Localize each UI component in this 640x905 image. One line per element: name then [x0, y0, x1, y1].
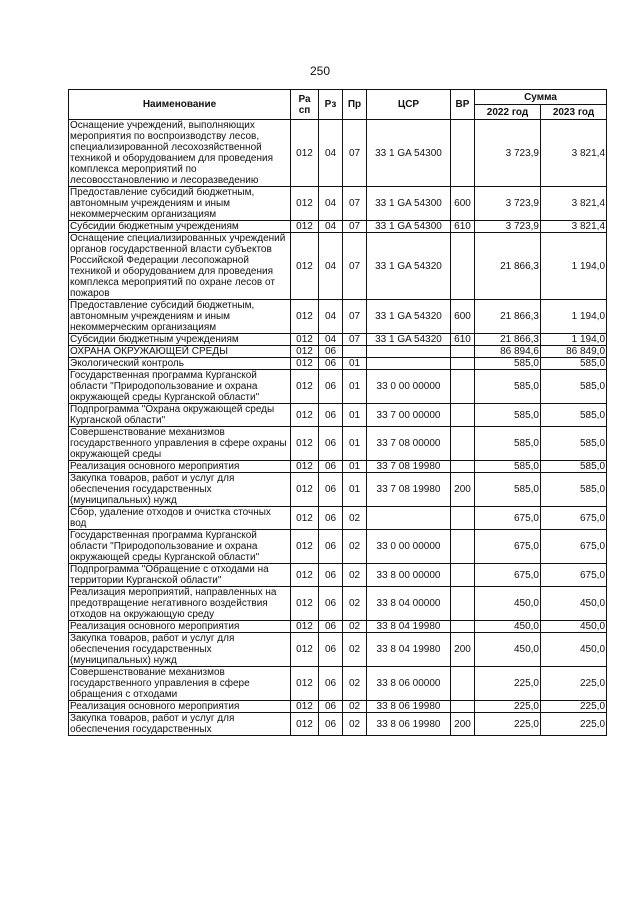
cell-vr — [451, 370, 475, 404]
cell-pr: 01 — [343, 370, 367, 404]
cell-csr: 33 8 04 19980 — [367, 633, 451, 667]
cell-vr — [451, 507, 475, 530]
cell-sum-2022: 585,0 — [475, 358, 541, 370]
cell-sum-2023: 1 194,0 — [541, 300, 607, 334]
cell-rz: 06 — [319, 358, 343, 370]
cell-pr: 02 — [343, 587, 367, 621]
cell-name: Государственная программа Курганской области "Природопользование и охрана окружающей среды Курганской области" — [69, 370, 291, 404]
cell-sum-2023: 450,0 — [541, 633, 607, 667]
cell-vr — [451, 701, 475, 713]
cell-name: Государственная программа Курганской области "Природопользование и охрана окружающей среды Курганской области" — [69, 530, 291, 564]
header-pr: Пр — [343, 90, 367, 120]
cell-rasp: 012 — [291, 507, 319, 530]
header-sum: Сумма — [475, 90, 607, 105]
cell-sum-2022: 450,0 — [475, 633, 541, 667]
cell-vr — [451, 667, 475, 701]
cell-csr: 33 8 00 00000 — [367, 564, 451, 587]
cell-csr: 33 8 06 00000 — [367, 667, 451, 701]
cell-vr: 600 — [451, 300, 475, 334]
cell-sum-2022: 585,0 — [475, 404, 541, 427]
cell-name: Предоставление субсидий бюджетным, автономным учреждениям и иным некоммерческим организациям — [69, 300, 291, 334]
table-row — [69, 713, 607, 736]
cell-vr — [451, 530, 475, 564]
cell-rz: 04 — [319, 187, 343, 221]
cell-csr: 33 7 08 19980 — [367, 473, 451, 507]
cell-csr: 33 1 GA 54320 — [367, 300, 451, 334]
table-row — [69, 358, 607, 370]
cell-sum-2023: 585,0 — [541, 358, 607, 370]
cell-rasp: 012 — [291, 461, 319, 473]
table-row — [69, 461, 607, 473]
cell-rz: 04 — [319, 120, 343, 187]
cell-csr: 33 1 GA 54320 — [367, 334, 451, 346]
cell-name: Предоставление субсидий бюджетным, автономным учреждениям и иным некоммерческим организациям — [69, 187, 291, 221]
cell-pr: 01 — [343, 427, 367, 461]
cell-sum-2022: 225,0 — [475, 667, 541, 701]
cell-rasp: 012 — [291, 713, 319, 736]
table-row — [69, 404, 607, 427]
cell-name: Сбор, удаление отходов и очистка сточных вод — [69, 507, 291, 530]
cell-name: Оснащение учреждений, выполняющих мероприятия по воспроизводству лесов, специализированной лесохозяйственной техникой и оборудованием для проведения комплекса мероприятий по лесовосстановлению и лесоразведению — [69, 120, 291, 187]
cell-rasp: 012 — [291, 404, 319, 427]
table-header-row — [69, 90, 607, 105]
cell-rasp: 012 — [291, 564, 319, 587]
cell-sum-2023: 225,0 — [541, 713, 607, 736]
cell-rz: 06 — [319, 507, 343, 530]
cell-sum-2023: 675,0 — [541, 564, 607, 587]
cell-csr: 33 8 06 19980 — [367, 713, 451, 736]
cell-rasp: 012 — [291, 587, 319, 621]
cell-name: Оснащение специализированных учреждений органов государственной власти субъектов Российской Федерации лесопожарной техникой и оборудованием для проведения комплекса мероприятий по охране лесов от пожаров — [69, 233, 291, 300]
cell-rasp: 012 — [291, 621, 319, 633]
cell-rasp: 012 — [291, 346, 319, 358]
cell-name: Совершенствование механизмов государственного управления в сфере охраны окружающей среды — [69, 427, 291, 461]
cell-vr: 610 — [451, 221, 475, 233]
table-row — [69, 621, 607, 633]
cell-sum-2023: 3 821,4 — [541, 187, 607, 221]
cell-vr: 200 — [451, 633, 475, 667]
cell-pr: 01 — [343, 404, 367, 427]
table-row — [69, 633, 607, 667]
cell-sum-2022: 585,0 — [475, 473, 541, 507]
cell-rasp: 012 — [291, 233, 319, 300]
header-csr: ЦСР — [367, 90, 451, 120]
cell-pr: 07 — [343, 233, 367, 300]
cell-sum-2022: 675,0 — [475, 530, 541, 564]
cell-pr: 02 — [343, 530, 367, 564]
table-row — [69, 427, 607, 461]
cell-rasp: 012 — [291, 633, 319, 667]
cell-vr: 200 — [451, 713, 475, 736]
cell-rz: 06 — [319, 621, 343, 633]
cell-rasp: 012 — [291, 370, 319, 404]
cell-name: Реализация основного мероприятия — [69, 621, 291, 633]
table-row — [69, 587, 607, 621]
cell-sum-2023: 3 821,4 — [541, 221, 607, 233]
cell-rz: 06 — [319, 633, 343, 667]
cell-pr: 02 — [343, 713, 367, 736]
cell-rasp: 012 — [291, 667, 319, 701]
table-row — [69, 667, 607, 701]
cell-name: Субсидии бюджетным учреждениям — [69, 334, 291, 346]
table-row — [69, 564, 607, 587]
cell-csr: 33 8 06 19980 — [367, 701, 451, 713]
table-row — [69, 300, 607, 334]
cell-sum-2022: 3 723,9 — [475, 120, 541, 187]
table-row — [69, 370, 607, 404]
cell-csr — [367, 358, 451, 370]
cell-rz: 06 — [319, 713, 343, 736]
cell-sum-2022: 86 894,6 — [475, 346, 541, 358]
cell-sum-2023: 450,0 — [541, 587, 607, 621]
cell-sum-2022: 3 723,9 — [475, 187, 541, 221]
table-body — [69, 120, 607, 736]
table-row — [69, 701, 607, 713]
cell-sum-2023: 585,0 — [541, 427, 607, 461]
cell-name: Закупка товаров, работ и услуг для обеспечения государственных — [69, 713, 291, 736]
cell-sum-2023: 675,0 — [541, 507, 607, 530]
table-row — [69, 233, 607, 300]
cell-sum-2023: 225,0 — [541, 667, 607, 701]
cell-sum-2022: 21 866,3 — [475, 334, 541, 346]
table-row — [69, 473, 607, 507]
cell-sum-2022: 585,0 — [475, 427, 541, 461]
cell-pr — [343, 346, 367, 358]
cell-name: Подпрограмма "Охрана окружающей среды Курганской области" — [69, 404, 291, 427]
cell-sum-2023: 3 821,4 — [541, 120, 607, 187]
cell-csr: 33 0 00 00000 — [367, 370, 451, 404]
cell-csr: 33 7 00 00000 — [367, 404, 451, 427]
cell-vr — [451, 404, 475, 427]
cell-name: Закупка товаров, работ и услуг для обеспечения государственных (муниципальных) нужд — [69, 633, 291, 667]
table-row — [69, 346, 607, 358]
cell-pr: 02 — [343, 564, 367, 587]
cell-csr: 33 1 GA 54300 — [367, 187, 451, 221]
cell-name: Закупка товаров, работ и услуг для обеспечения государственных (муниципальных) нужд — [69, 473, 291, 507]
cell-pr: 02 — [343, 507, 367, 530]
cell-sum-2022: 675,0 — [475, 564, 541, 587]
cell-name: Подпрограмма "Обращение с отходами на территории Курганской области" — [69, 564, 291, 587]
table-row — [69, 507, 607, 530]
cell-rz: 04 — [319, 221, 343, 233]
cell-rz: 06 — [319, 701, 343, 713]
cell-csr: 33 1 GA 54300 — [367, 120, 451, 187]
table-row — [69, 187, 607, 221]
cell-sum-2022: 3 723,9 — [475, 221, 541, 233]
cell-rasp: 012 — [291, 334, 319, 346]
cell-csr — [367, 346, 451, 358]
cell-sum-2023: 86 849,0 — [541, 346, 607, 358]
cell-pr: 07 — [343, 120, 367, 187]
cell-vr: 200 — [451, 473, 475, 507]
cell-rz: 06 — [319, 473, 343, 507]
cell-sum-2022: 450,0 — [475, 587, 541, 621]
cell-rz: 06 — [319, 667, 343, 701]
cell-pr: 01 — [343, 358, 367, 370]
cell-sum-2022: 21 866,3 — [475, 233, 541, 300]
cell-vr — [451, 587, 475, 621]
cell-csr: 33 0 00 00000 — [367, 530, 451, 564]
cell-vr: 600 — [451, 187, 475, 221]
cell-pr: 07 — [343, 300, 367, 334]
cell-pr: 01 — [343, 461, 367, 473]
cell-sum-2023: 585,0 — [541, 370, 607, 404]
cell-csr: 33 1 GA 54300 — [367, 221, 451, 233]
cell-pr: 07 — [343, 187, 367, 221]
header-2022: 2022 год — [475, 105, 541, 120]
header-rz: Рз — [319, 90, 343, 120]
cell-rz: 06 — [319, 346, 343, 358]
cell-rz: 06 — [319, 427, 343, 461]
cell-csr — [367, 507, 451, 530]
cell-name: Субсидии бюджетным учреждениям — [69, 221, 291, 233]
cell-rz: 04 — [319, 334, 343, 346]
cell-name: Реализация основного мероприятия — [69, 701, 291, 713]
cell-name: Реализация мероприятий, направленных на предотвращение негативного воздействия отходов на окружающую среду — [69, 587, 291, 621]
cell-sum-2022: 585,0 — [475, 461, 541, 473]
cell-name: Совершенствование механизмов государственного управления в сфере обращения с отходами — [69, 667, 291, 701]
cell-pr: 02 — [343, 621, 367, 633]
cell-vr — [451, 564, 475, 587]
cell-rz: 06 — [319, 530, 343, 564]
cell-sum-2022: 225,0 — [475, 713, 541, 736]
cell-vr — [451, 427, 475, 461]
page-number: 250 — [309, 64, 331, 78]
cell-sum-2023: 585,0 — [541, 473, 607, 507]
cell-sum-2022: 675,0 — [475, 507, 541, 530]
cell-rasp: 012 — [291, 120, 319, 187]
cell-rasp: 012 — [291, 530, 319, 564]
cell-csr: 33 7 08 19980 — [367, 461, 451, 473]
cell-rasp: 012 — [291, 187, 319, 221]
cell-sum-2022: 21 866,3 — [475, 300, 541, 334]
cell-sum-2022: 225,0 — [475, 701, 541, 713]
cell-csr: 33 8 04 00000 — [367, 587, 451, 621]
cell-vr — [451, 621, 475, 633]
table-row — [69, 120, 607, 187]
cell-vr — [451, 233, 475, 300]
cell-pr: 02 — [343, 633, 367, 667]
cell-rasp: 012 — [291, 701, 319, 713]
cell-rz: 04 — [319, 300, 343, 334]
cell-vr — [451, 358, 475, 370]
cell-rz: 06 — [319, 461, 343, 473]
cell-rz: 04 — [319, 233, 343, 300]
cell-sum-2023: 585,0 — [541, 404, 607, 427]
cell-rasp: 012 — [291, 358, 319, 370]
table-row — [69, 334, 607, 346]
cell-rasp: 012 — [291, 473, 319, 507]
cell-pr: 07 — [343, 334, 367, 346]
cell-csr: 33 8 04 19980 — [367, 621, 451, 633]
cell-pr: 02 — [343, 701, 367, 713]
cell-rz: 06 — [319, 404, 343, 427]
cell-rz: 06 — [319, 587, 343, 621]
cell-sum-2023: 225,0 — [541, 701, 607, 713]
table-row — [69, 221, 607, 233]
cell-sum-2023: 675,0 — [541, 530, 607, 564]
cell-rz: 06 — [319, 564, 343, 587]
cell-vr — [451, 461, 475, 473]
cell-sum-2023: 1 194,0 — [541, 334, 607, 346]
cell-vr: 610 — [451, 334, 475, 346]
cell-sum-2022: 450,0 — [475, 621, 541, 633]
header-2023: 2023 год — [541, 105, 607, 120]
header-name: Наименование — [69, 90, 291, 120]
cell-csr: 33 1 GA 54320 — [367, 233, 451, 300]
header-rasp: Ра сп — [291, 90, 319, 120]
cell-pr: 01 — [343, 473, 367, 507]
cell-sum-2023: 1 194,0 — [541, 233, 607, 300]
cell-name: ОХРАНА ОКРУЖАЮЩЕЙ СРЕДЫ — [69, 346, 291, 358]
table-row — [69, 530, 607, 564]
cell-sum-2023: 450,0 — [541, 621, 607, 633]
cell-name: Экологический контроль — [69, 358, 291, 370]
cell-csr: 33 7 08 00000 — [367, 427, 451, 461]
cell-rasp: 012 — [291, 427, 319, 461]
cell-name: Реализация основного мероприятия — [69, 461, 291, 473]
cell-pr: 07 — [343, 221, 367, 233]
cell-pr: 02 — [343, 667, 367, 701]
cell-rasp: 012 — [291, 221, 319, 233]
header-vr: ВР — [451, 90, 475, 120]
cell-sum-2022: 585,0 — [475, 370, 541, 404]
budget-table — [68, 89, 607, 736]
cell-vr — [451, 120, 475, 187]
cell-rasp: 012 — [291, 300, 319, 334]
cell-rz: 06 — [319, 370, 343, 404]
cell-vr — [451, 346, 475, 358]
cell-sum-2023: 585,0 — [541, 461, 607, 473]
